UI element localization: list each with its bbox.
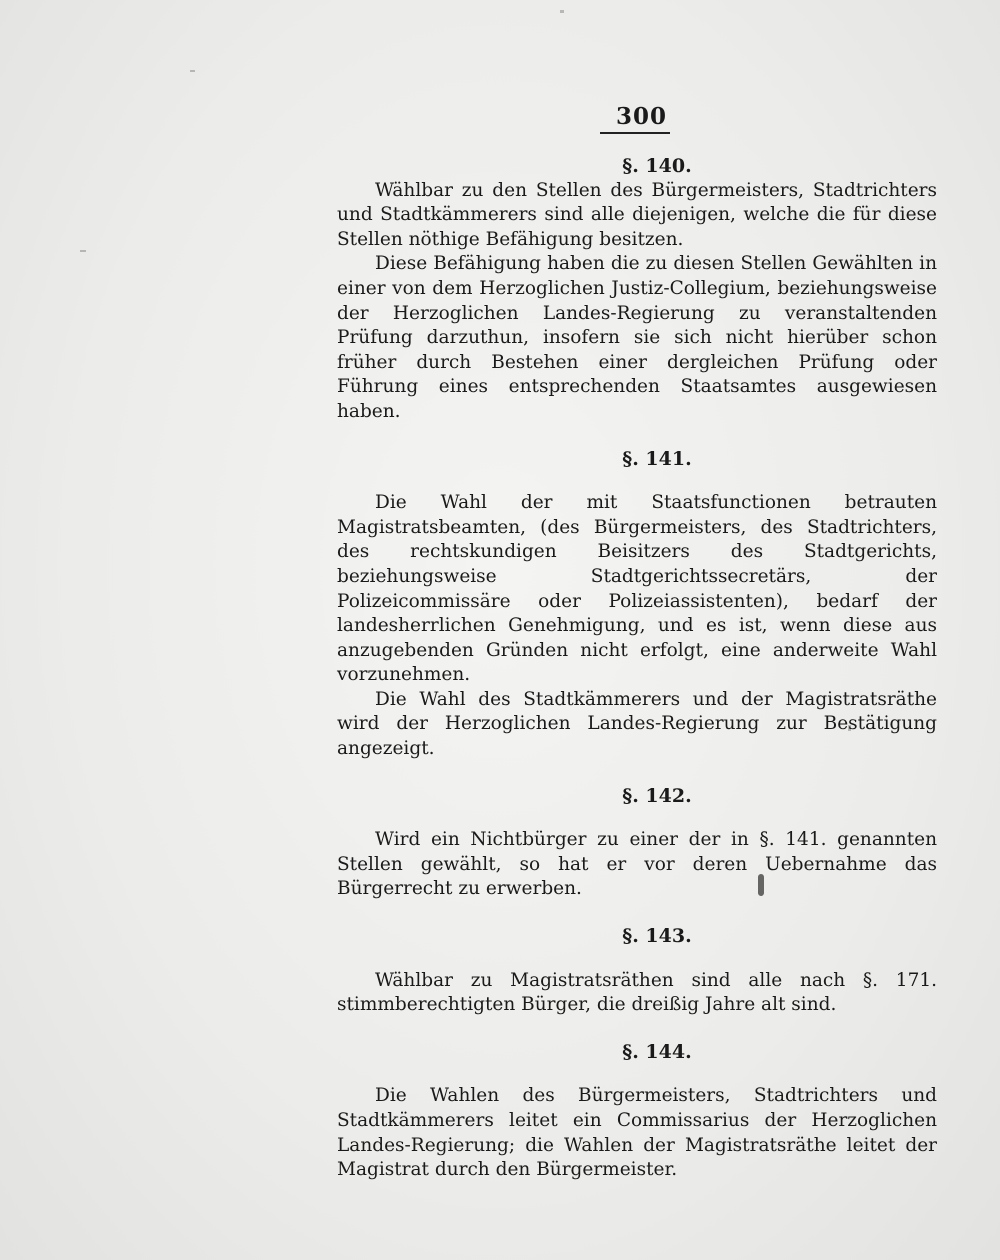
page-number: 300 — [600, 103, 670, 134]
paragraph: Die Wahlen des Bürgermeisters, Stadtrichters und Stadtkämmerers leitet ein Commissarius der Herzoglichen Landes-Regierung; die Wahlen der Magistratsräthe leitet der Magistrat durch den Bürgermeister. — [337, 1085, 937, 1181]
speck — [190, 70, 195, 72]
section-144 — [337, 1040, 937, 1183]
paragraph: Die Wahl des Stadtkämmerers und der Magistratsräthe wird der Herzoglichen Landes-Regierung zur Bestätigung angezeigt. — [337, 688, 937, 760]
speck — [560, 10, 564, 13]
section-141 — [337, 447, 937, 762]
section-heading: §. 142. — [622, 784, 692, 807]
section-heading: §. 140. — [622, 155, 692, 177]
section-heading: §. 143. — [622, 925, 692, 948]
text-column — [337, 154, 937, 1183]
section-140 — [337, 154, 937, 425]
paragraph: Diese Befähigung haben die zu diesen Stellen Gewählten in einer von dem Herzoglichen Justiz-Collegium, beziehungsweise der Herzoglichen Landes-Regierung zu veranstaltenden Prüfung darzuthun, insofern sie sich nicht hierüber schon früher durch Bestehen einer dergleichen Prüfung oder Führung eines entsprechenden Staatsamtes ausgewiesen haben. — [337, 253, 937, 422]
paragraph: Wird ein Nichtbürger zu einer der in §. 141. genannten Stellen gewählt, so hat er vor deren Uebernahme das Bürgerrecht zu erwerben. — [337, 829, 937, 900]
paragraph: Wählbar zu den Stellen des Bürgermeisters, Stadtrichters und Stadtkämmerers sind alle diejenigen, welche die für diese Stellen nöthige Befähigung besitzen. — [337, 179, 937, 250]
speck — [80, 250, 86, 252]
paragraph: Wählbar zu Magistratsräthen sind alle nach §. 171. stimmberechtigten Bürger, die dreißig Jahre alt sind. — [337, 969, 937, 1016]
paragraph: Die Wahl der mit Staatsfunctionen betrauten Magistratsbeamten, (des Bürgermeisters, des Stadtrichters, des rechtskundigen Beisitzers des Stadtgerichts, beziehungsweise Stadtgerichtssecretärs, der Polizeicommissäre oder Polizeiassistenten), bedarf der landesherrlichen Genehmigung, und es ist, wenn diese aus anzugebenden Gründen nicht erfolgt, eine anderweite Wahl vorzunehmen. — [337, 492, 937, 686]
section-143 — [337, 924, 937, 1018]
section-142 — [337, 784, 937, 902]
section-heading: §. 144. — [622, 1040, 692, 1063]
section-heading: §. 141. — [622, 447, 692, 470]
